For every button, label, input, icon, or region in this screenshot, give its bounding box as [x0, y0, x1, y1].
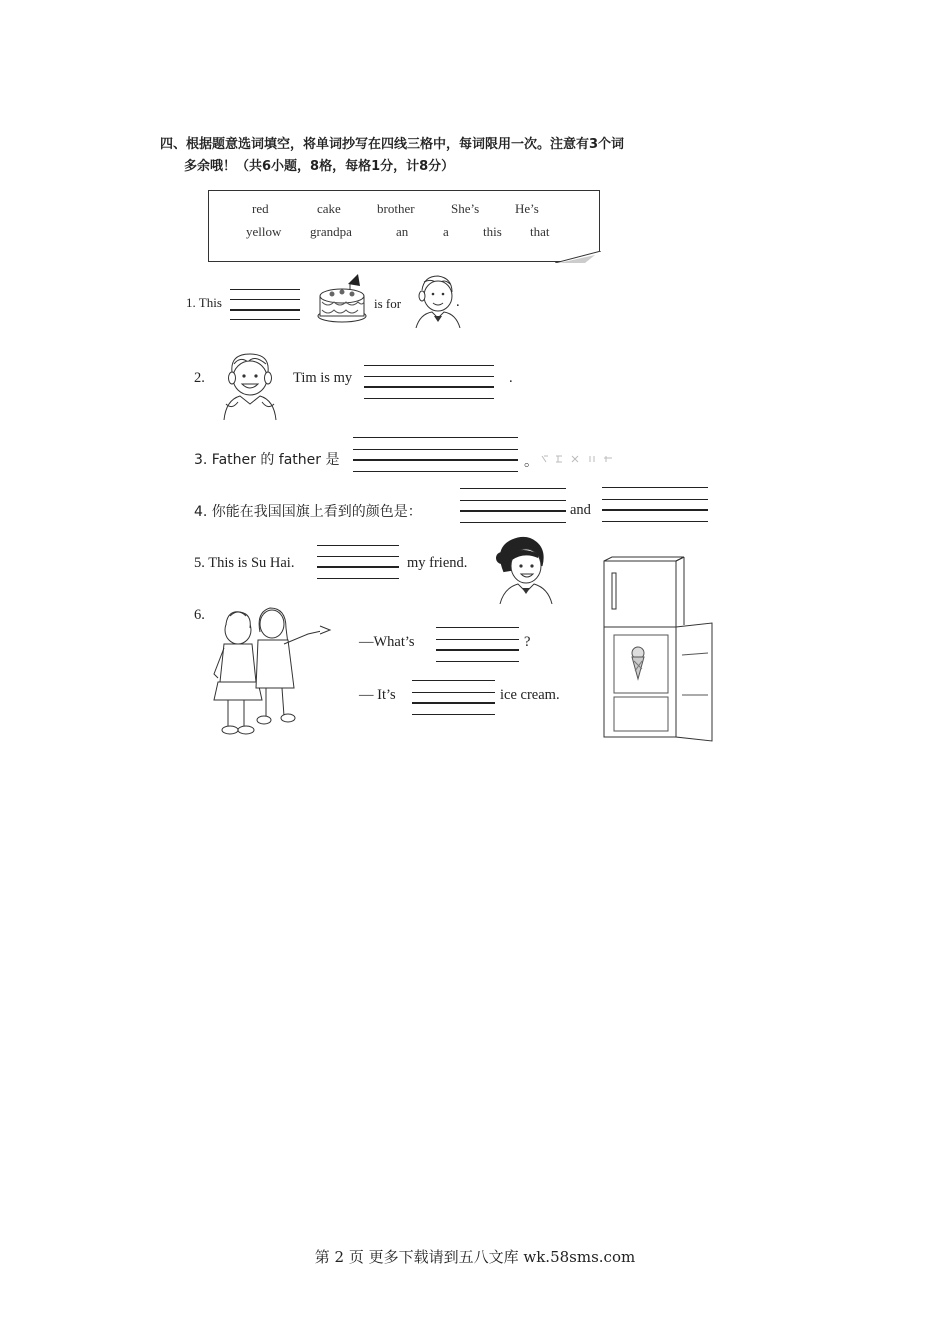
q2-number: 2. [194, 370, 205, 386]
q3-text: 3. Father 的 father 是 [194, 452, 340, 468]
q1-end: . [456, 294, 460, 310]
word-a: a [443, 224, 449, 239]
page-fold-corner [555, 251, 601, 263]
word-brother: brother [377, 201, 415, 216]
q1-prefix: 1. This [186, 295, 222, 310]
cake-icon [314, 272, 370, 324]
q4-writing-lines-1[interactable] [460, 488, 566, 523]
q6-number: 6. [194, 607, 205, 623]
faint-mark-graphic [540, 454, 616, 464]
q3-end: 。 [524, 454, 539, 470]
q4-writing-lines-2[interactable] [602, 487, 708, 522]
q1-writing-lines[interactable] [230, 289, 300, 321]
word-an: an [396, 224, 409, 239]
q2-end: . [509, 370, 513, 386]
q6-writing-lines-1[interactable] [436, 627, 519, 662]
word-this: this [483, 224, 502, 239]
word-shes: She’s [451, 201, 480, 216]
q6-line2-end: ice cream. [500, 687, 560, 703]
word-hes: He’s [515, 201, 539, 216]
q6-line1: —What’s [359, 634, 415, 650]
boy-face-icon [410, 272, 462, 328]
q5-writing-lines[interactable] [317, 545, 399, 579]
q6-line2: — It’s [359, 687, 396, 703]
heading-line-1: 四、根据题意选词填空，将单词抄写在四线三格中，每词限用一次。注意有3个词 [160, 137, 625, 152]
section-heading [160, 134, 624, 178]
word-red: red [252, 201, 269, 216]
word-bank-box [208, 190, 600, 262]
q2-text: Tim is my [293, 370, 353, 386]
page-footer: 第 2 页 更多下载请到五八文库 wk.58sms.com [314, 1248, 636, 1266]
su-hai-girl-icon [490, 532, 556, 604]
q1-middle: is for [374, 296, 402, 311]
two-girls-pointing-icon [208, 604, 332, 742]
q4-text: 4. 你能在我国国旗上看到的颜色是： [194, 504, 422, 520]
q6-writing-lines-2[interactable] [412, 680, 495, 715]
word-yellow: yellow [246, 224, 282, 239]
q5-end: my friend. [407, 555, 468, 571]
q3-writing-lines[interactable] [353, 437, 518, 472]
word-cake: cake [317, 201, 341, 216]
q5-text: 5. This is Su Hai. [194, 555, 295, 571]
heading-line-2: 多余哦！（共6小题，8格，每格1分，计8分） [184, 159, 455, 174]
fridge-icon [592, 555, 716, 743]
q4-and: and [570, 502, 591, 518]
word-that: that [530, 224, 550, 239]
q6-line1-end: ? [524, 634, 531, 650]
word-grandpa: grandpa [310, 224, 352, 239]
tim-boy-icon [220, 350, 280, 420]
q2-writing-lines[interactable] [364, 365, 494, 399]
